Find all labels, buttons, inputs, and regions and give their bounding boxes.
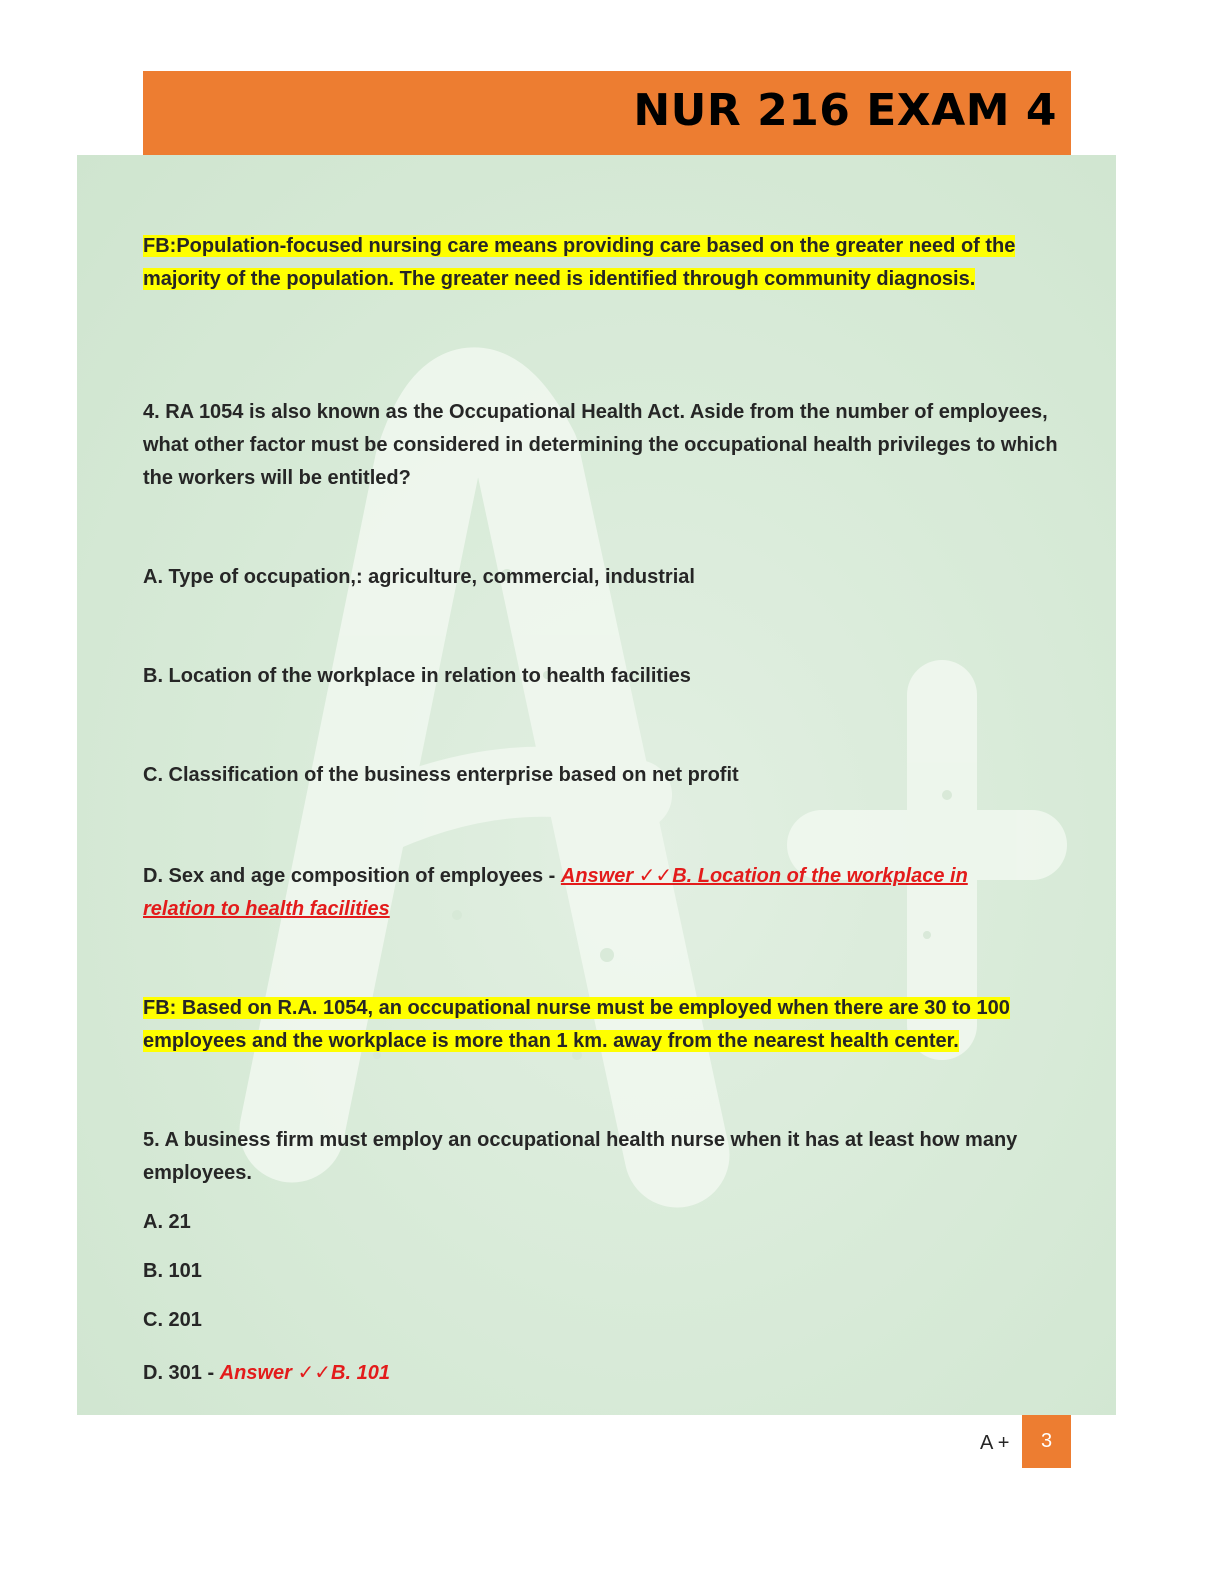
question-5: 5. A business firm must employ an occupational health nurse when it has at least how many employees.	[143, 1129, 1018, 1184]
footer-label: A +	[980, 1432, 1010, 1454]
q4-answer: Answer ✓✓B. Location of the workplace in relation to health facilities	[143, 865, 968, 920]
feedback-population	[143, 230, 1063, 296]
q5-option-c: C. 201	[143, 1309, 202, 1331]
feedback-text: FB: Based on R.A. 1054, an occupational nurse must be employed when there are 30 to 100 employees and the workplace is more than 1 km. away from the nearest health center.	[143, 997, 1010, 1052]
feedback-text: FB:Population-focused nursing care means providing care based on the greater need of the majority of the population. The greater need is identified through community diagnosis.	[143, 235, 1016, 290]
q4-option-d-label: D. Sex and age composition of employees -	[143, 865, 561, 887]
q5-option-a: A. 21	[143, 1211, 191, 1233]
q5-option-d	[143, 1357, 1063, 1390]
q5-option-d-label: D. 301 -	[143, 1362, 220, 1384]
document-body	[143, 230, 1063, 1390]
q4-option-d	[143, 860, 1003, 926]
q5-answer: Answer ✓✓B. 101	[219, 1362, 390, 1384]
feedback-ra1054	[143, 992, 1063, 1058]
page-number: 3	[1022, 1415, 1071, 1468]
page-title: NUR 216 EXAM 4	[633, 85, 1057, 136]
q4-option-a: A. Type of occupation,: agriculture, commercial, industrial	[143, 566, 695, 588]
header-bar	[143, 71, 1071, 155]
q4-option-c: C. Classification of the business enterprise based on net profit	[143, 764, 739, 786]
question-4: 4. RA 1054 is also known as the Occupational Health Act. Aside from the number of employees, what other factor must be considered in determining the occupational health privileges to which the workers will be entitled?	[143, 401, 1058, 489]
q4-option-b: B. Location of the workplace in relation to health facilities	[143, 665, 691, 687]
q5-option-b: B. 101	[143, 1260, 202, 1282]
